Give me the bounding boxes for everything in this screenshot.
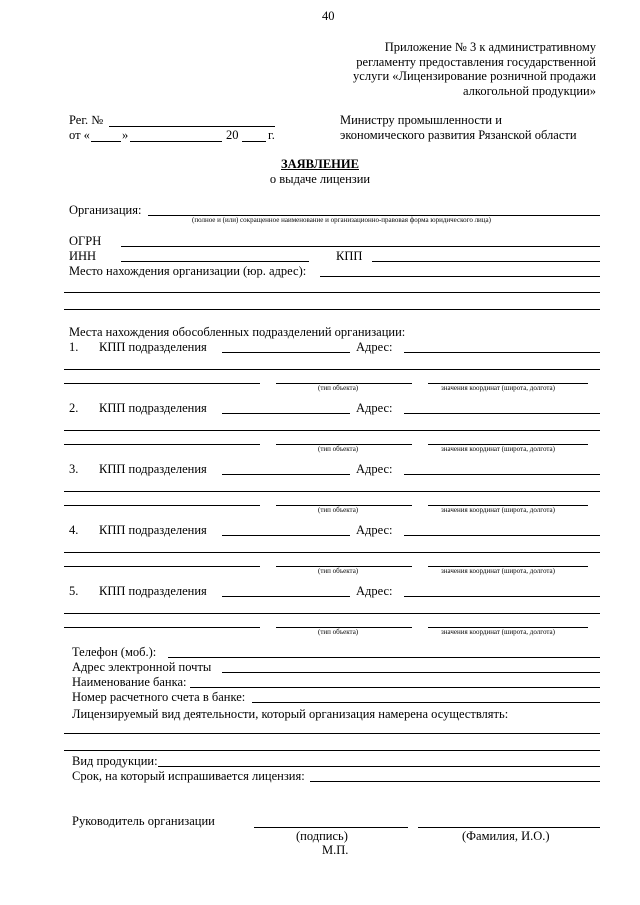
signature-hint: (подпись) <box>296 829 348 843</box>
signature-field[interactable] <box>254 827 408 828</box>
division-address-field-line-2[interactable] <box>64 369 600 370</box>
division-number: 2. <box>69 401 79 415</box>
division-coords-hint: значения координат (широта, долгота) <box>441 628 555 636</box>
division-kpp-field[interactable] <box>222 352 350 353</box>
division-number: 3. <box>69 462 79 476</box>
org-label: Организация: <box>69 203 142 217</box>
appendix-line-1: Приложение № 3 к административному <box>384 40 596 54</box>
address-field-line-1[interactable] <box>320 276 600 277</box>
address-label: Место нахождения организации (юр. адрес): <box>69 264 307 278</box>
activity-field-line-2[interactable] <box>64 750 600 751</box>
appendix-line-3: услуги «Лицензирование розничной продажи <box>353 69 596 83</box>
division-kpp-field[interactable] <box>222 535 350 536</box>
division-kpp-field[interactable] <box>222 474 350 475</box>
division-address-label: Адрес: <box>356 523 393 537</box>
ogrn-field[interactable] <box>121 246 600 247</box>
document-title: ЗАЯВЛЕНИЕ <box>281 157 359 171</box>
name-hint: (Фамилия, И.О.) <box>462 829 550 843</box>
division-number: 4. <box>69 523 79 537</box>
division-kpp-label: КПП подразделения <box>99 584 207 598</box>
reg-date-open-label: от « <box>69 128 90 142</box>
appendix-line-4: алкогольной продукции» <box>462 84 596 98</box>
appendix-line-2: регламенту предоставления государственной <box>356 55 596 69</box>
division-address-field-line-2[interactable] <box>64 430 600 431</box>
bank-label: Наименование банка: <box>72 675 187 689</box>
division-address-field-line-2[interactable] <box>64 552 600 553</box>
division-kpp-label: КПП подразделения <box>99 462 207 476</box>
division-address-field[interactable] <box>404 474 600 475</box>
division-coords-hint: значения координат (широта, долгота) <box>441 445 555 453</box>
account-label: Номер расчетного счета в банке: <box>72 690 246 704</box>
division-address-field[interactable] <box>404 413 600 414</box>
head-label: Руководитель организации <box>72 814 215 828</box>
division-coords-hint: значения координат (широта, долгота) <box>441 567 555 575</box>
reg-number-label: Рег. № <box>69 113 104 127</box>
phone-label: Телефон (моб.): <box>72 645 157 659</box>
stamp-label: М.П. <box>322 843 349 857</box>
address-field-line-2[interactable] <box>64 292 600 293</box>
division-kpp-label: КПП подразделения <box>99 523 207 537</box>
division-kpp-field[interactable] <box>222 596 350 597</box>
division-object-type-hint: (тип объекта) <box>318 506 359 514</box>
bank-field[interactable] <box>190 687 600 688</box>
division-object-type-hint: (тип объекта) <box>318 384 359 392</box>
activity-field-line-1[interactable] <box>64 733 600 734</box>
kpp-label: КПП <box>336 249 363 263</box>
reg-year-field[interactable] <box>242 141 266 142</box>
division-kpp-field[interactable] <box>222 413 350 414</box>
recipient-line-1: Министру промышленности и <box>340 113 502 127</box>
inn-label: ИНН <box>69 249 97 263</box>
division-number: 5. <box>69 584 79 598</box>
division-object-type-hint: (тип объекта) <box>318 628 359 636</box>
division-address-field-line-2[interactable] <box>64 613 600 614</box>
page-number: 40 <box>322 9 335 23</box>
product-label: Вид продукции: <box>72 754 158 768</box>
document-subtitle: о выдаче лицензии <box>269 172 371 186</box>
division-extra-field[interactable] <box>64 383 260 384</box>
division-address-label: Адрес: <box>356 401 393 415</box>
ogrn-label: ОГРН <box>69 234 102 248</box>
division-address-label: Адрес: <box>356 584 393 598</box>
division-address-label: Адрес: <box>356 340 393 354</box>
address-field-line-3[interactable] <box>64 309 600 310</box>
reg-number-field[interactable] <box>109 126 275 127</box>
division-address-field-line-2[interactable] <box>64 491 600 492</box>
division-kpp-label: КПП подразделения <box>99 340 207 354</box>
product-field[interactable] <box>158 766 600 767</box>
inn-field[interactable] <box>121 261 309 262</box>
recipient-line-2: экономического развития Рязанской области <box>340 128 577 142</box>
term-label: Срок, на который испрашивается лицензия: <box>72 769 305 783</box>
division-address-label: Адрес: <box>356 462 393 476</box>
reg-year-prefix: 20 <box>226 128 239 142</box>
division-extra-field[interactable] <box>64 566 260 567</box>
division-coords-hint: значения координат (широта, долгота) <box>441 384 555 392</box>
division-number: 1. <box>69 340 79 354</box>
head-name-field[interactable] <box>418 827 600 828</box>
activity-label: Лицензируемый вид деятельности, который организация намерена осуществлять: <box>72 707 509 721</box>
email-field[interactable] <box>222 672 600 673</box>
email-label: Адрес электронной почты <box>72 660 212 674</box>
division-extra-field[interactable] <box>64 505 260 506</box>
org-name-hint: (полное и (или) сокращенное наименование и организационно-правовая форма юридического лица) <box>192 216 491 224</box>
division-object-type-hint: (тип объекта) <box>318 567 359 575</box>
division-kpp-label: КПП подразделения <box>99 401 207 415</box>
reg-year-suffix: г. <box>268 128 275 142</box>
division-extra-field[interactable] <box>64 627 260 628</box>
reg-day-field[interactable] <box>91 141 121 142</box>
reg-date-close-quote: » <box>122 128 129 142</box>
division-object-type-hint: (тип объекта) <box>318 445 359 453</box>
division-address-field[interactable] <box>404 596 600 597</box>
term-field[interactable] <box>310 781 600 782</box>
division-address-field[interactable] <box>404 535 600 536</box>
division-address-field[interactable] <box>404 352 600 353</box>
division-coords-hint: значения координат (широта, долгота) <box>441 506 555 514</box>
reg-month-field[interactable] <box>130 141 222 142</box>
account-field[interactable] <box>252 702 600 703</box>
kpp-field[interactable] <box>372 261 600 262</box>
phone-field[interactable] <box>168 657 600 658</box>
divisions-heading: Места нахождения обособленных подразделений организации: <box>69 325 406 339</box>
division-extra-field[interactable] <box>64 444 260 445</box>
